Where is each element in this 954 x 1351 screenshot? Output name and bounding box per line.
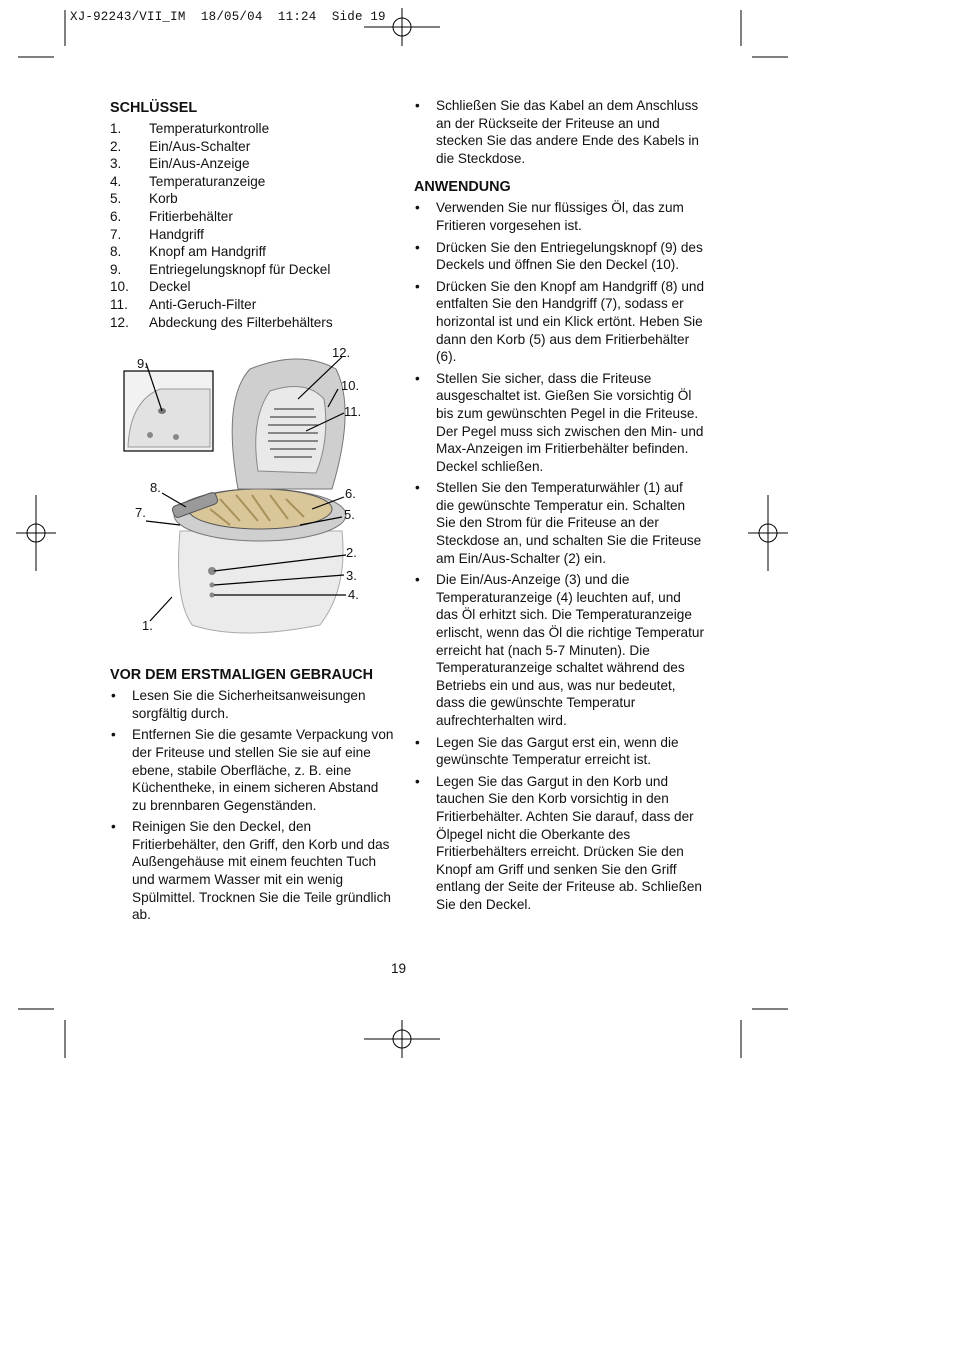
figure-label-8: 8. <box>150 480 161 496</box>
key-item: 11. Anti-Geruch-Filter <box>110 296 257 312</box>
list-item: • Verwenden Sie nur flüssiges Öl, das zum Fritieren vorgesehen ist. <box>414 199 704 234</box>
fryer-illustration <box>110 345 370 649</box>
first-use-heading: VOR DEM ERSTMALIGEN GEBRAUCH <box>110 667 374 684</box>
first-use-list <box>110 687 395 924</box>
key-item: 10. Deckel <box>110 279 191 295</box>
list-item: • Drücken Sie den Knopf am Handgriff (8) und entfalten Sie den Handgriff (7), sodass er horizontal ist und ein Klick ertönt. Heben Sie dann den Korb (5) aus dem Fritierbehälter (6). <box>414 278 704 366</box>
key-item: 5. Korb <box>110 191 178 207</box>
key-item: 7. Handgriff <box>110 226 204 242</box>
list-item: • Drücken Sie den Entriegelungsknopf (9) des Deckels und öffnen Sie den Deckel (10). <box>414 239 704 274</box>
list-item: • Legen Sie das Gargut erst ein, wenn die gewünschte Temperatur erreicht ist. <box>414 734 704 769</box>
figure-label-2: 2. <box>346 545 357 561</box>
right-column <box>414 97 704 918</box>
key-item: 1. Temperaturkontrolle <box>110 121 270 136</box>
figure-label-10: 10. <box>341 378 360 394</box>
list-item: • Die Ein/Aus-Anzeige (3) und die Temperaturanzeige (4) leuchten auf, und das Öl erhitzt sich. Die Temperaturanzeige erlischt, wenn das Öl die richtige Temperatur erreicht hat (nach 5-7 Minuten). Die Temperaturanzeige schaltet während des Betriebs ein und aus, was nur bedeutet, dass die gewünschte Temperatur aufrechterhalten wird. <box>414 571 704 729</box>
figure-label-5: 5. <box>344 507 355 523</box>
list-item: • Schließen Sie das Kabel an dem Anschluss an der Rückseite der Friteuse an und stecken Sie das andere Ende des Kabels in die Steckdose. <box>414 97 704 167</box>
list-item: • Legen Sie das Gargut in den Korb und tauchen Sie den Korb vorsichtig in den Fritierbehälter. Achten Sie darauf, dass der Ölpegel nicht die Oberkante des Fritierbehälters erreicht. Drücken Sie den Knopf am Griff und senken Sie den Griff entlang der Seite der Friteuse ab. Schließen Sie den Deckel. <box>414 773 704 914</box>
use-list <box>414 199 704 913</box>
figure-label-6: 6. <box>345 486 356 502</box>
key-item: 4. Temperaturanzeige <box>110 173 266 189</box>
list-item: • Stellen Sie sicher, dass die Friteuse ausgeschaltet ist. Gießen Sie vorsichtig Öl bis zum gewünschten Pegel in die Friteuse. Der Pegel muss sich zwischen den Min- und Max-Anzeigen im Fritierbehälter befinden. Deckel schließen. <box>414 370 704 476</box>
key-item: 2. Ein/Aus-Schalter <box>110 138 251 154</box>
fryer-drawing <box>110 349 370 649</box>
key-item: 3. Ein/Aus-Anzeige <box>110 156 250 172</box>
key-item: 9. Entriegelungsknopf für Deckel <box>110 261 331 277</box>
figure-label-9: 9. <box>137 356 148 372</box>
figure-label-7: 7. <box>135 505 146 521</box>
print-slug: XJ-92243/VII_IM 18/05/04 11:24 Side 19 <box>70 10 386 24</box>
list-item: • Entfernen Sie die gesamte Verpackung von der Friteuse und stellen Sie sie auf eine ebene, stabile Oberfläche, z. B. eine Küchentheke, in einem sicheren Abstand zu brennbaren Gegenständen. <box>110 726 395 814</box>
left-column <box>110 98 395 928</box>
figure-label-1: 1. <box>142 618 153 634</box>
key-heading: SCHLÜSSEL <box>110 100 198 116</box>
key-item: 12. Abdeckung des Filterbehälters <box>110 314 333 330</box>
list-item: • Lesen Sie die Sicherheitsanweisungen sorgfältig durch. <box>110 687 395 722</box>
figure-label-11: 11. <box>344 404 362 420</box>
intro-list <box>414 97 704 167</box>
key-item: 8. Knopf am Handgriff <box>110 244 266 260</box>
figure-label-12: 12. <box>332 345 351 361</box>
key-item: 6. Fritierbehälter <box>110 208 233 224</box>
key-list <box>110 120 395 331</box>
figure-label-4: 4. <box>348 587 359 603</box>
list-item: • Reinigen Sie den Deckel, den Fritierbehälter, den Griff, den Korb und das Außengehäuse mit einem feuchten Tuch und warmem Wasser mit ein wenig Spülmittel. Trocknen Sie die Teile gründlich ab. <box>110 818 395 924</box>
list-item: • Stellen Sie den Temperaturwähler (1) auf die gewünschte Temperatur ein. Schalten Sie den Strom für die Friteuse an der Steckdose an, und schalten Sie die Friteuse am Ein/Aus-Schalter (2) ein. <box>414 479 704 567</box>
page-number: 19 <box>391 961 407 976</box>
use-heading: ANWENDUNG <box>414 179 511 196</box>
figure-label-3: 3. <box>346 568 357 584</box>
